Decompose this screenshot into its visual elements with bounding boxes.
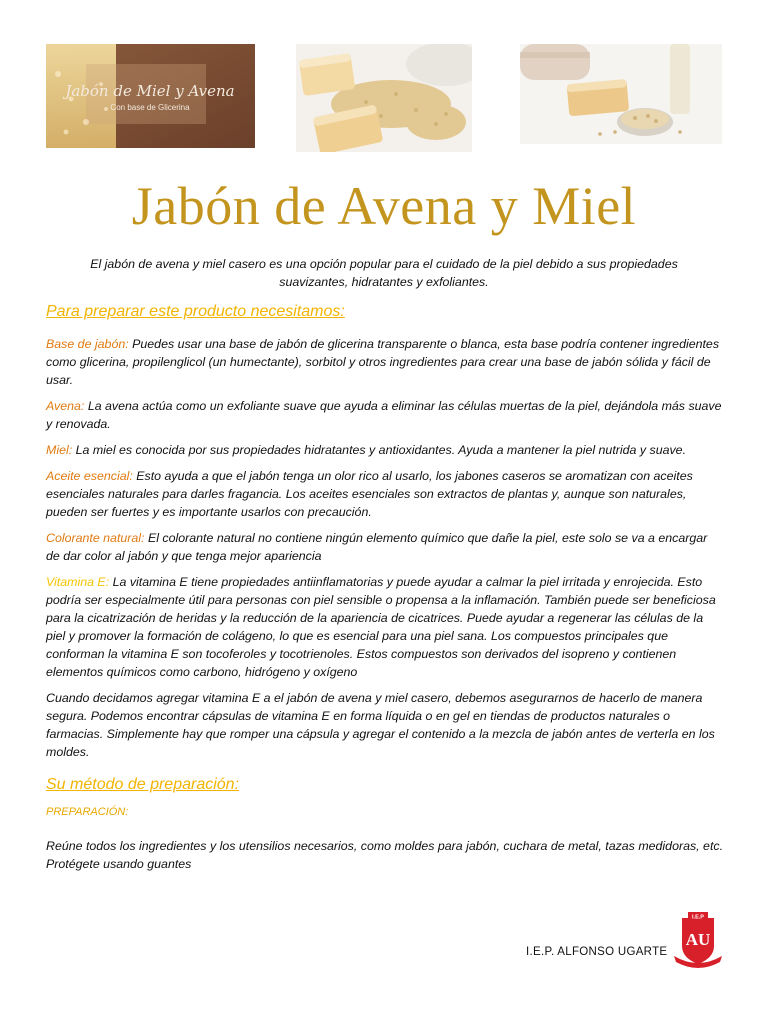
logo-mark: AU bbox=[685, 930, 711, 949]
main-content bbox=[46, 302, 724, 881]
ingredient-text: La avena actúa como un exfoliante suave que ayuda a eliminar las células muertas de la piel, dejándola más suave y renovada. bbox=[46, 399, 722, 431]
photo-caption-title: Jabón de Miel y Avena bbox=[65, 82, 235, 100]
ingredient-essential-oil bbox=[46, 467, 724, 521]
logo-top-text: I.E.P bbox=[692, 914, 704, 921]
ingredient-text: La miel es conocida por sus propiedades hidratantes y antioxidantes. Ayuda a mantener la piel nutrida y suave. bbox=[75, 443, 687, 457]
ingredient-soap-base bbox=[46, 335, 724, 389]
ingredient-label: Aceite esencial: bbox=[46, 469, 133, 483]
intro-paragraph: El jabón de avena y miel casero es una opción popular para el cuidado de la piel debido a sus propiedades suavizantes, hidratantes y exfoliantes. bbox=[90, 257, 678, 289]
ingredients-heading: Para preparar este producto necesitamos: bbox=[46, 303, 345, 320]
school-crest-logo bbox=[674, 912, 722, 968]
ingredient-label: Vitamina E: bbox=[46, 575, 110, 589]
ingredient-text: Puedes usar una base de jabón de glicerina transparente o blanca, esta base podría contener ingredientes como glicerina, propilenglicol (un humectante), sorbitol y otros ingredientes para crear una base de jabón sólida y fácil de usar. bbox=[46, 337, 720, 387]
soap-bars-oats-photo bbox=[296, 44, 472, 152]
ingredient-text: El colorante natural no contiene ningún elemento químico que dañe la piel, este solo se va a encargar de dar color al jabón y que tenga mejor apariencia bbox=[46, 531, 708, 563]
ingredient-label: Colorante natural: bbox=[46, 531, 145, 545]
preparation-label: PREPARACIÓN: bbox=[46, 806, 129, 818]
ingredient-text: La vitamina E tiene propiedades antiinflamatorias y puede ayudar a calmar la piel irritada y enrojecida. Esto podría ser especialmente útil para personas con piel sensible o propensa a la inflamación. También puede ser beneficiosa para la cicatrización de heridas y la reducción de la apariencia de cicatrices. Puede ayudar a regenerar las células de la piel y promover la formación de colágeno, lo que es esencial para una piel sana. Los compuestos principales que conforman la vitamina E son tocoferoles y tocotrienoles. Estos compuestos son derivados del isopreno y contienen elementos químicos como carbono, hidrógeno y oxígeno bbox=[46, 575, 716, 679]
photo-strip bbox=[46, 44, 722, 148]
ingredient-text: Esto ayuda a que el jabón tenga un olor rico al usarlo, los jabones caseros se aromatizan con aceites esenciales naturales para darles fragancia. Los aceites esenciales son extractos de plantas y, aunque son naturales, pueden ser fuertes y es importante usarlos con precaución. bbox=[46, 469, 693, 519]
ingredient-vitamin-e bbox=[46, 573, 724, 681]
school-name: I.E.P. ALFONSO UGARTE bbox=[526, 946, 668, 958]
ingredient-honey bbox=[46, 441, 724, 459]
ingredient-label: Avena: bbox=[46, 399, 85, 413]
photo-caption-subtitle: Con base de Glicerina bbox=[110, 103, 190, 112]
soap-block-image bbox=[46, 44, 255, 148]
soap-photo-with-caption bbox=[46, 44, 255, 148]
ingredient-label: Miel: bbox=[46, 443, 73, 457]
page-title: Jabón de Avena y Miel bbox=[131, 176, 637, 236]
ingredient-oats bbox=[46, 397, 724, 433]
preparation-step: Reúne todos los ingredientes y los utensilios necesarios, como moldes para jabón, cuchara de metal, tazas medidoras, etc. Protégete usando guantes bbox=[46, 839, 724, 871]
ingredient-label: Base de jabón: bbox=[46, 337, 129, 351]
ingredient-natural-colorant bbox=[46, 529, 724, 565]
soap-towel-photo bbox=[520, 44, 722, 144]
vitamin-e-note: Cuando decidamos agregar vitamina E a el jabón de avena y miel casero, debemos asegurarnos de hacerlo de manera segura. Podemos encontrar cápsulas de vitamina E en forma líquida o en gel en tiendas de productos naturales o farmacias. Simplemente hay que romper una cápsula y agregar el contenido a la mezcla de jabón antes de verterla en los moldes. bbox=[46, 691, 715, 759]
method-heading: Su método de preparación: bbox=[46, 776, 240, 793]
